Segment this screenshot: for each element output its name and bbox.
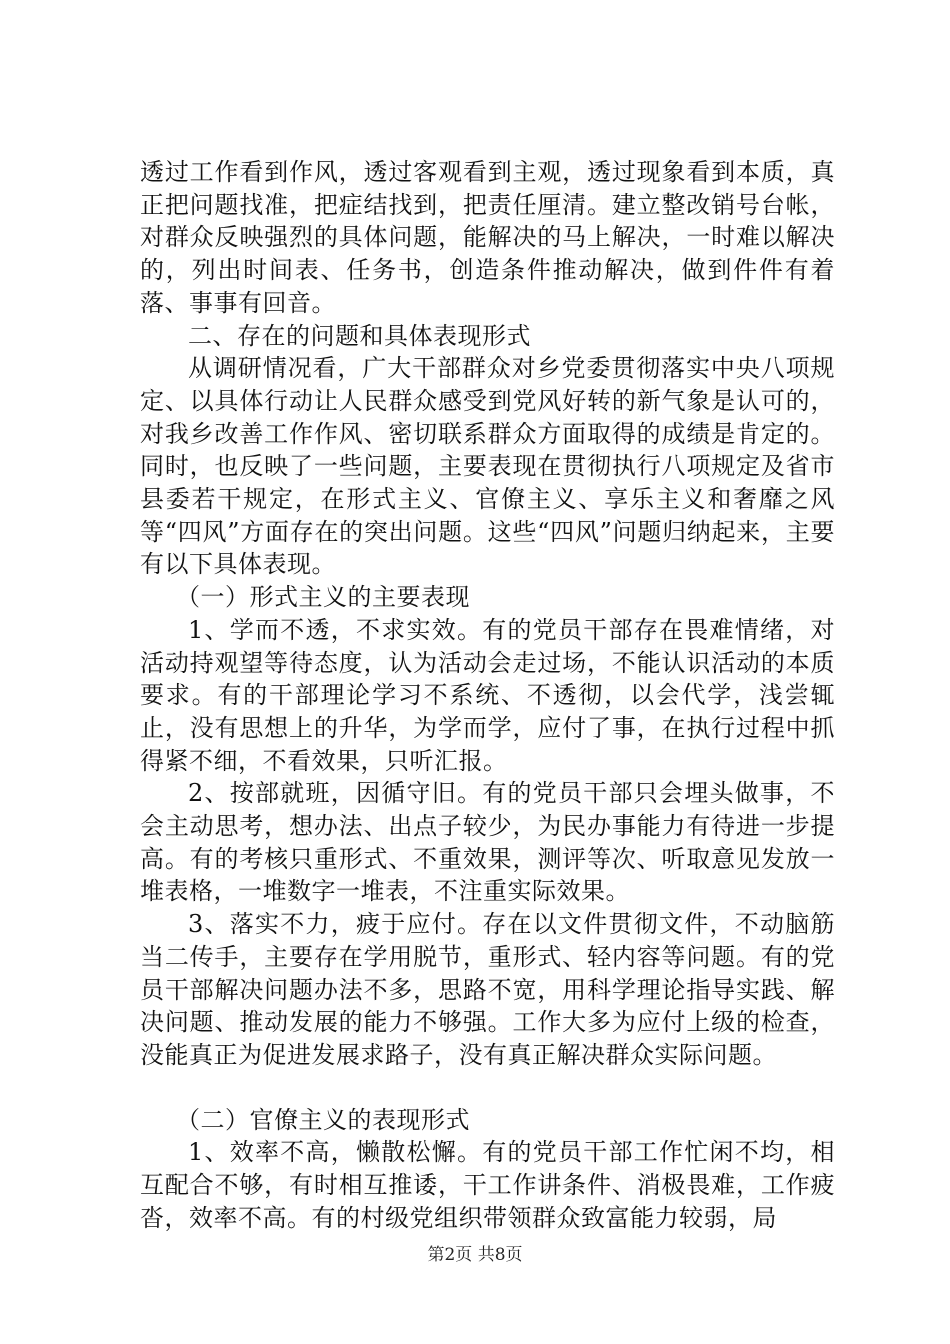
list-item-formalism-1: 1、学而不透，不求实效。有的党员干部存在畏难情绪，对活动持观望等待态度，认为活动会走过场，不能认识活动的本质要求。有的干部理论学习不系统、不透彻，以会代学，浅尝辄止，没有思想上的升华，为学而学，应付了事，在执行过程中抓得紧不细，不看效果，只听汇报。 <box>140 615 835 775</box>
list-item-formalism-2: 2、按部就班，因循守旧。有的党员干部只会埋头做事，不会主动思考，想办法、出点子较少，为民办事能力有待进一步提高。有的考核只重形式、不重效果，测评等次、听取意见发放一堆表格，一堆数字一堆表，不注重实际效果。 <box>140 779 835 906</box>
section-heading-problems: 二、存在的问题和具体表现形式 <box>188 321 531 350</box>
paragraph-survey-findings: 从调研情况看，广大干部群众对乡党委贯彻落实中央八项规定、以具体行动让人民群众感受到党风好转的新气象是认可的，对我乡改善工作作风、密切联系群众方面取得的成绩是肯定的。同时，也反映了一些问题，主要表现在贯彻执行八项规定及省市县委若干规定，在形式主义、官僚主义、享乐主义和奢靡之风等“四风”方面存在的突出问题。这些“四风”问题归纳起来，主要有以下具体表现。 <box>140 354 835 579</box>
subheading-formalism: （一）形式主义的主要表现 <box>176 583 470 612</box>
document-body <box>140 156 835 1235</box>
subheading-bureaucratism: （二）官僚主义的表现形式 <box>176 1105 470 1134</box>
paragraph-continuation: 透过工作看到作风，透过客观看到主观，透过现象看到本质，真正把问题找准，把症结找到，把责任厘清。建立整改销号台帐，对群众反映强烈的具体问题，能解决的马上解决，一时难以解决的，列出时间表、任务书，创造条件推动解决，做到件件有着落、事事有回音。 <box>140 158 835 317</box>
page-number-footer: 第2页 共8页 <box>427 1245 523 1265</box>
list-item-formalism-3: 3、落实不力，疲于应付。存在以文件贯彻文件，不动脑筋当二传手，主要存在学用脱节，重形式、轻内容等问题。有的党员干部解决问题办法不多，思路不宽，用科学理论指导实践、解决问题、推动发展的能力不够强。工作大多为应付上级的检查，没能真正为促进发展求路子，没有真正解决群众实际问题。 <box>140 910 835 1069</box>
paragraph-spacer <box>140 1072 835 1104</box>
list-item-bureaucratism-1: 1、效率不高，懒散松懈。有的党员干部工作忙闲不均，相互配合不够，有时相互推诿，干工作讲条件、消极畏难，工作疲沓，效率不高。有的村级党组织带领群众致富能力较弱，局 <box>140 1138 835 1232</box>
